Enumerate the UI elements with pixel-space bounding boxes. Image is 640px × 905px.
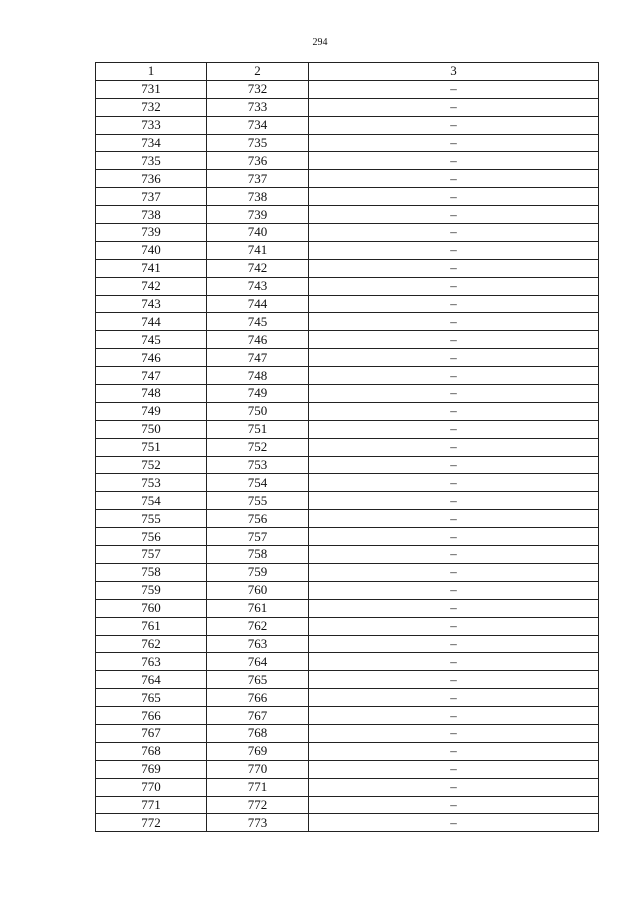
table-row bbox=[96, 349, 599, 367]
table-cell-col-3: – bbox=[309, 259, 599, 277]
table-cell-col-2: 744 bbox=[207, 295, 309, 313]
table-cell-col-1: 737 bbox=[96, 188, 207, 206]
table-row bbox=[96, 635, 599, 653]
table-cell-col-3: – bbox=[309, 707, 599, 725]
table-cell-col-2: 752 bbox=[207, 438, 309, 456]
table-row bbox=[96, 134, 599, 152]
table-cell-col-2: 763 bbox=[207, 635, 309, 653]
table-cell-col-1: 748 bbox=[96, 385, 207, 403]
table-row bbox=[96, 456, 599, 474]
table-row bbox=[96, 814, 599, 832]
table-cell-col-3: – bbox=[309, 438, 599, 456]
table-row bbox=[96, 653, 599, 671]
table-cell-col-1: 761 bbox=[96, 617, 207, 635]
table-cell-col-2: 769 bbox=[207, 742, 309, 760]
table-cell-col-1: 746 bbox=[96, 349, 207, 367]
table-cell-col-3: – bbox=[309, 331, 599, 349]
table-cell-col-3: – bbox=[309, 689, 599, 707]
table-cell-col-2: 751 bbox=[207, 420, 309, 438]
table-cell-col-1: 752 bbox=[96, 456, 207, 474]
table-cell-col-2: 741 bbox=[207, 241, 309, 259]
table-row bbox=[96, 367, 599, 385]
table-cell-col-2: 753 bbox=[207, 456, 309, 474]
table-cell-col-2: 756 bbox=[207, 510, 309, 528]
table-row bbox=[96, 581, 599, 599]
table-row bbox=[96, 241, 599, 259]
table-cell-col-3: – bbox=[309, 224, 599, 242]
table-cell-col-1: 753 bbox=[96, 474, 207, 492]
table-row bbox=[96, 796, 599, 814]
table-cell-col-2: 767 bbox=[207, 707, 309, 725]
table-cell-col-1: 769 bbox=[96, 760, 207, 778]
table-cell-col-2: 773 bbox=[207, 814, 309, 832]
table-cell-col-2: 766 bbox=[207, 689, 309, 707]
column-header-1: 1 bbox=[96, 63, 207, 81]
table-row bbox=[96, 474, 599, 492]
table-cell-col-1: 766 bbox=[96, 707, 207, 725]
table-cell-col-3: – bbox=[309, 617, 599, 635]
table-cell-col-1: 760 bbox=[96, 599, 207, 617]
table-row bbox=[96, 546, 599, 564]
table-cell-col-2: 736 bbox=[207, 152, 309, 170]
table-cell-col-1: 768 bbox=[96, 742, 207, 760]
table-cell-col-2: 734 bbox=[207, 116, 309, 134]
table-cell-col-3: – bbox=[309, 492, 599, 510]
table-cell-col-3: – bbox=[309, 313, 599, 331]
table-cell-col-3: – bbox=[309, 778, 599, 796]
table-cell-col-1: 739 bbox=[96, 224, 207, 242]
table-cell-col-3: – bbox=[309, 188, 599, 206]
table-cell-col-2: 764 bbox=[207, 653, 309, 671]
table-cell-col-3: – bbox=[309, 796, 599, 814]
table-cell-col-2: 748 bbox=[207, 367, 309, 385]
table-cell-col-3: – bbox=[309, 760, 599, 778]
table-cell-col-1: 744 bbox=[96, 313, 207, 331]
table-cell-col-3: – bbox=[309, 116, 599, 134]
table-cell-col-3: – bbox=[309, 510, 599, 528]
table-cell-col-1: 754 bbox=[96, 492, 207, 510]
table-cell-col-1: 738 bbox=[96, 206, 207, 224]
table-cell-col-1: 767 bbox=[96, 724, 207, 742]
table-cell-col-3: – bbox=[309, 456, 599, 474]
table-row bbox=[96, 707, 599, 725]
table-cell-col-2: 742 bbox=[207, 259, 309, 277]
table-row bbox=[96, 778, 599, 796]
table-cell-col-1: 733 bbox=[96, 116, 207, 134]
table-cell-col-3: – bbox=[309, 402, 599, 420]
table-cell-col-1: 736 bbox=[96, 170, 207, 188]
table-cell-col-3: – bbox=[309, 367, 599, 385]
table-cell-col-1: 745 bbox=[96, 331, 207, 349]
table-cell-col-1: 747 bbox=[96, 367, 207, 385]
table-cell-col-2: 758 bbox=[207, 546, 309, 564]
table-cell-col-1: 742 bbox=[96, 277, 207, 295]
table-row bbox=[96, 617, 599, 635]
table-cell-col-1: 762 bbox=[96, 635, 207, 653]
table-cell-col-3: – bbox=[309, 724, 599, 742]
table-cell-col-3: – bbox=[309, 170, 599, 188]
table-row bbox=[96, 170, 599, 188]
table-cell-col-1: 759 bbox=[96, 581, 207, 599]
table-cell-col-1: 732 bbox=[96, 98, 207, 116]
table-header-row bbox=[96, 63, 599, 81]
table-cell-col-1: 757 bbox=[96, 546, 207, 564]
table-row bbox=[96, 742, 599, 760]
table-cell-col-2: 732 bbox=[207, 80, 309, 98]
table-cell-col-1: 771 bbox=[96, 796, 207, 814]
table-row bbox=[96, 116, 599, 134]
table-cell-col-3: – bbox=[309, 581, 599, 599]
table-row bbox=[96, 671, 599, 689]
table-row bbox=[96, 295, 599, 313]
table-cell-col-2: 768 bbox=[207, 724, 309, 742]
table-cell-col-3: – bbox=[309, 385, 599, 403]
table-cell-col-2: 745 bbox=[207, 313, 309, 331]
table-body bbox=[96, 80, 599, 831]
table-row bbox=[96, 492, 599, 510]
table-cell-col-2: 754 bbox=[207, 474, 309, 492]
table-cell-col-3: – bbox=[309, 241, 599, 259]
column-header-2: 2 bbox=[207, 63, 309, 81]
table-cell-col-2: 740 bbox=[207, 224, 309, 242]
table-cell-col-2: 749 bbox=[207, 385, 309, 403]
table-cell-col-1: 765 bbox=[96, 689, 207, 707]
table-row bbox=[96, 277, 599, 295]
table-cell-col-1: 750 bbox=[96, 420, 207, 438]
table-cell-col-2: 743 bbox=[207, 277, 309, 295]
table-cell-col-3: – bbox=[309, 563, 599, 581]
table-row bbox=[96, 420, 599, 438]
table-row bbox=[96, 385, 599, 403]
table-cell-col-3: – bbox=[309, 349, 599, 367]
table-row bbox=[96, 438, 599, 456]
table-row bbox=[96, 206, 599, 224]
table-cell-col-2: 759 bbox=[207, 563, 309, 581]
table-row bbox=[96, 563, 599, 581]
table-cell-col-1: 741 bbox=[96, 259, 207, 277]
table-cell-col-1: 734 bbox=[96, 134, 207, 152]
table-cell-col-2: 733 bbox=[207, 98, 309, 116]
table-cell-col-1: 731 bbox=[96, 80, 207, 98]
table-row bbox=[96, 259, 599, 277]
table-cell-col-2: 771 bbox=[207, 778, 309, 796]
table-row bbox=[96, 689, 599, 707]
table-cell-col-1: 735 bbox=[96, 152, 207, 170]
table-row bbox=[96, 98, 599, 116]
table-cell-col-2: 755 bbox=[207, 492, 309, 510]
table-cell-col-1: 764 bbox=[96, 671, 207, 689]
table-cell-col-1: 755 bbox=[96, 510, 207, 528]
table-row bbox=[96, 760, 599, 778]
table-row bbox=[96, 188, 599, 206]
table-cell-col-3: – bbox=[309, 277, 599, 295]
table-cell-col-1: 758 bbox=[96, 563, 207, 581]
table-cell-col-3: – bbox=[309, 98, 599, 116]
table-cell-col-1: 772 bbox=[96, 814, 207, 832]
table-row bbox=[96, 599, 599, 617]
table-cell-col-3: – bbox=[309, 206, 599, 224]
table-cell-col-2: 737 bbox=[207, 170, 309, 188]
table-cell-col-1: 749 bbox=[96, 402, 207, 420]
table-cell-col-2: 765 bbox=[207, 671, 309, 689]
table-cell-col-2: 738 bbox=[207, 188, 309, 206]
table-cell-col-1: 770 bbox=[96, 778, 207, 796]
table-cell-col-2: 739 bbox=[207, 206, 309, 224]
table-cell-col-3: – bbox=[309, 814, 599, 832]
table-row bbox=[96, 528, 599, 546]
table-cell-col-1: 751 bbox=[96, 438, 207, 456]
table-cell-col-1: 756 bbox=[96, 528, 207, 546]
table-cell-col-3: – bbox=[309, 295, 599, 313]
table-cell-col-2: 770 bbox=[207, 760, 309, 778]
table-cell-col-3: – bbox=[309, 80, 599, 98]
table-row bbox=[96, 402, 599, 420]
table-cell-col-3: – bbox=[309, 742, 599, 760]
table-cell-col-1: 743 bbox=[96, 295, 207, 313]
page-number: 294 bbox=[312, 37, 328, 48]
table-cell-col-3: – bbox=[309, 134, 599, 152]
table-cell-col-3: – bbox=[309, 599, 599, 617]
table-cell-col-2: 762 bbox=[207, 617, 309, 635]
table-cell-col-2: 746 bbox=[207, 331, 309, 349]
table-cell-col-2: 760 bbox=[207, 581, 309, 599]
table-cell-col-3: – bbox=[309, 474, 599, 492]
table-cell-col-3: – bbox=[309, 420, 599, 438]
table-cell-col-2: 750 bbox=[207, 402, 309, 420]
table-cell-col-2: 757 bbox=[207, 528, 309, 546]
table-row bbox=[96, 724, 599, 742]
table-cell-col-2: 735 bbox=[207, 134, 309, 152]
table-cell-col-3: – bbox=[309, 671, 599, 689]
table-cell-col-3: – bbox=[309, 152, 599, 170]
table-cell-col-3: – bbox=[309, 635, 599, 653]
table-cell-col-1: 763 bbox=[96, 653, 207, 671]
table-row bbox=[96, 80, 599, 98]
data-table bbox=[95, 62, 599, 832]
table-header bbox=[96, 63, 599, 81]
table-row bbox=[96, 510, 599, 528]
table-row bbox=[96, 224, 599, 242]
table-cell-col-2: 772 bbox=[207, 796, 309, 814]
table-cell-col-1: 740 bbox=[96, 241, 207, 259]
table-row bbox=[96, 331, 599, 349]
table-cell-col-3: – bbox=[309, 653, 599, 671]
table-cell-col-3: – bbox=[309, 528, 599, 546]
column-header-3: 3 bbox=[309, 63, 599, 81]
table-row bbox=[96, 313, 599, 331]
table-cell-col-2: 761 bbox=[207, 599, 309, 617]
table-cell-col-3: – bbox=[309, 546, 599, 564]
table-row bbox=[96, 152, 599, 170]
table-cell-col-2: 747 bbox=[207, 349, 309, 367]
